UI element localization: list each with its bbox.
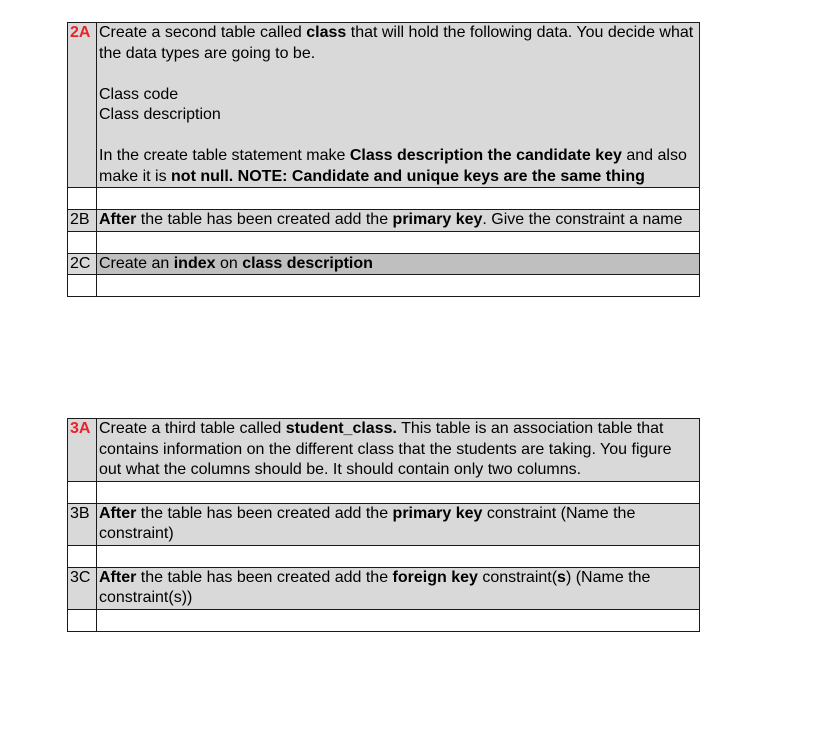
question-3c-text: After the table has been created add the foreign key constraint(s) (Name the constraint(s))	[97, 567, 700, 609]
blank-answer-row-2a[interactable]	[68, 188, 700, 210]
table-row	[68, 253, 700, 275]
question-2a-cell	[97, 23, 700, 188]
blank-answer-row-3b[interactable]	[68, 545, 700, 567]
question-3b-text: After the table has been created add the primary key constraint (Name the constraint)	[97, 503, 700, 545]
table-row	[68, 503, 700, 545]
question-number-2c: 2C	[68, 253, 97, 275]
section-2-table	[67, 22, 700, 297]
question-2b-text: After the table has been created add the primary key. Give the constraint a name	[97, 210, 700, 232]
blank-answer-row-2b[interactable]	[68, 231, 700, 253]
question-2c-text: Create an index on class description	[97, 253, 700, 275]
table-row	[68, 210, 700, 232]
table-row	[68, 23, 700, 188]
question-2a-instructions: In the create table statement make Class description the candidate key and also make it is not null. NOTE: Candidate and unique keys are the same thing	[99, 147, 687, 185]
blank-answer-row-3a[interactable]	[68, 481, 700, 503]
list-item-class-description: Class description	[99, 106, 221, 123]
question-number-2b: 2B	[68, 210, 97, 232]
question-number-2a: 2A	[68, 23, 97, 188]
question-number-3a: 3A	[68, 419, 97, 482]
list-item-class-code: Class code	[99, 85, 179, 103]
question-number-3c: 3C	[68, 567, 97, 609]
question-3a-text: Create a third table called student_class. This table is an association table that contains information on the different class that the students are taking. You figure out what the columns should be. It should contain only two columns.	[97, 419, 700, 482]
table-row	[68, 567, 700, 609]
section-3-table	[67, 418, 700, 632]
question-number-3b: 3B	[68, 503, 97, 545]
table-row	[68, 419, 700, 482]
blank-answer-row-3c[interactable]	[68, 609, 700, 631]
blank-answer-row-2c[interactable]	[68, 275, 700, 297]
question-2a-intro: Create a second table called class that will hold the following data. You decide what the data types are going to be.	[99, 24, 694, 62]
